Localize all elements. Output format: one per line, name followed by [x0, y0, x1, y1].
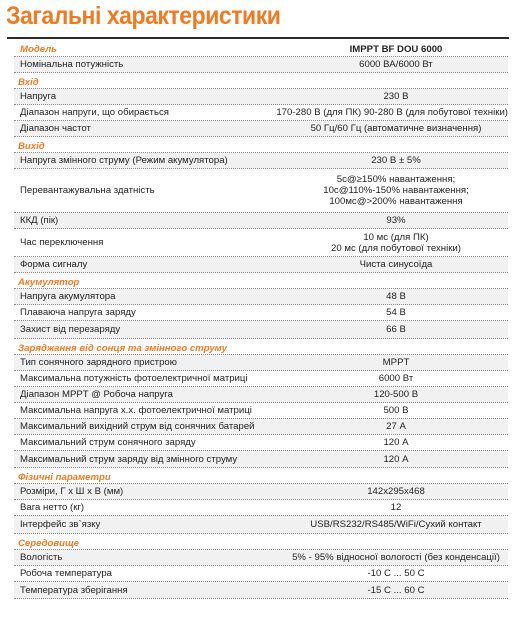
spec-label: Плаваюча напруга заряду — [20, 307, 136, 318]
model-row — [14, 42, 508, 57]
spec-value — [284, 215, 508, 226]
spec-label: Номінальна потужність — [20, 59, 124, 70]
spec-label: Вага нетто (кг) — [20, 502, 85, 513]
spec-label: Захист від перезаряду — [20, 324, 121, 335]
spec-value-line: 6000 Вт — [378, 373, 414, 384]
spec-value-line: -10 С ... 50 С — [367, 568, 425, 579]
spec-value — [284, 357, 508, 368]
spec-label: Напруга акумулятора — [20, 291, 116, 302]
spec-value-line: Чиста синусоїда — [359, 259, 433, 270]
section-environment: Середовище — [14, 534, 508, 550]
spec-row — [14, 550, 508, 566]
spec-value — [276, 107, 508, 118]
spec-label: Час переключення — [20, 237, 104, 248]
spec-row — [14, 213, 508, 229]
spec-label: Форма сигналу — [20, 259, 88, 270]
spec-value — [284, 568, 508, 579]
section-charging: Заряджання від сонця та змінного струму — [14, 339, 508, 355]
spec-label: Максимальний вихідний струм від сонячних батарей — [20, 421, 255, 432]
spec-row — [14, 121, 508, 137]
spec-row — [14, 566, 508, 582]
spec-label: Вологість — [20, 552, 63, 563]
spec-row — [14, 435, 508, 451]
spec-row — [14, 355, 508, 371]
section-battery: Акумулятор — [14, 273, 508, 289]
spec-value-line: -15 С ... 60 С — [367, 584, 425, 596]
spec-value — [284, 174, 508, 207]
spec-value-line: 20 мс (для побутової техніки) — [331, 242, 461, 254]
spec-value — [284, 552, 508, 563]
spec-value-line: 93% — [386, 215, 406, 226]
spec-value-line: 500 В — [383, 405, 409, 416]
title-divider — [7, 37, 509, 39]
spec-row — [14, 403, 508, 419]
spec-label: ККД (пік) — [20, 215, 59, 226]
spec-value-line: 10с@110%-150% навантаження; — [323, 185, 469, 196]
spec-row — [14, 387, 508, 403]
spec-value-line: 120 А — [383, 453, 409, 465]
spec-value — [284, 421, 508, 432]
spec-value — [284, 307, 508, 318]
spec-row — [14, 371, 508, 387]
spec-value — [284, 389, 508, 400]
model-value: IMPPT BF DOU 6000 — [349, 43, 443, 55]
spec-value-line: 120-500 В — [373, 389, 419, 400]
spec-value-line: 100мс@>200% навантаження — [329, 196, 463, 207]
spec-value — [284, 373, 508, 384]
spec-value — [284, 405, 508, 416]
section-output: Вихід — [14, 137, 508, 153]
spec-label: Напруга змінного струму (Режим акумулятора) — [20, 155, 228, 166]
spec-value-line: 50 Гц/60 Гц (автоматичне визначення) — [310, 123, 482, 134]
spec-value-line: 5% - 95% відносної вологості (без конденсації) — [292, 552, 500, 563]
section-physical: Фізичні параметри — [14, 468, 508, 484]
spec-value-line: 5с@≥150% навантаження; — [336, 174, 456, 185]
spec-label: Напруга — [20, 91, 57, 102]
spec-row — [14, 484, 508, 500]
spec-row — [14, 451, 508, 468]
spec-label: Максимальна потужність фотоелектричної матриці — [20, 373, 248, 384]
spec-value — [284, 454, 508, 465]
spec-value — [284, 155, 508, 166]
spec-value-line: 230 В — [383, 91, 409, 102]
spec-label: Максимальний струм сонячного заряду — [20, 437, 196, 448]
page-title: Загальні характеристики — [6, 2, 281, 30]
spec-row — [14, 169, 508, 213]
spec-value-line: 10 мс (для ПК) — [363, 231, 429, 243]
spec-value-line: 142x295x468 — [367, 486, 425, 497]
spec-value — [284, 519, 508, 530]
spec-row — [14, 229, 508, 257]
spec-value — [284, 585, 508, 596]
model-label: Модель — [20, 43, 57, 55]
spec-label: Максимальна напруга х.х. фотоелектричної матриці — [20, 405, 252, 416]
spec-value-line: MPPT — [382, 357, 410, 368]
spec-value — [284, 437, 508, 448]
spec-label: Розміри, Г х Ш х В (мм) — [20, 486, 124, 497]
spec-row — [14, 57, 508, 73]
spec-value — [284, 123, 508, 134]
spec-row — [14, 305, 508, 321]
spec-value — [284, 259, 508, 270]
spec-label: Діапазон MPPT @ Робоча напруга — [20, 389, 173, 400]
spec-value-line: USB/RS232/RS485/WiFi/Сухий контакт — [310, 519, 482, 530]
spec-label: Максимальний струм заряду від змінного струму — [20, 453, 238, 465]
spec-row — [14, 105, 508, 121]
spec-row — [14, 89, 508, 105]
spec-value-line: 27 А — [386, 421, 406, 432]
spec-table — [14, 42, 508, 599]
section-input: Вхід — [14, 73, 508, 89]
spec-value-line: 12 — [390, 502, 402, 513]
spec-label: Інтерфейс зв`язку — [20, 519, 101, 530]
spec-label: Температура зберігання — [20, 584, 128, 596]
spec-row — [14, 516, 508, 534]
spec-label: Діапазон частот — [20, 123, 91, 134]
spec-row — [14, 582, 508, 599]
spec-row — [14, 321, 508, 339]
spec-value — [284, 502, 508, 513]
spec-label: Робоча температура — [20, 568, 113, 579]
spec-row — [14, 257, 508, 273]
spec-value — [284, 91, 508, 102]
spec-value-line: 170-280 В (для ПК) 90-280 В (для побутової техніки) — [276, 107, 508, 118]
spec-row — [14, 153, 508, 169]
spec-value-line: 48 В — [386, 291, 406, 302]
spec-value — [284, 486, 508, 497]
spec-value-line: 6000 ВА/6000 Вт — [359, 59, 433, 70]
spec-value — [284, 324, 508, 335]
spec-row — [14, 419, 508, 435]
spec-value — [284, 291, 508, 302]
spec-value-line: 120 А — [383, 437, 409, 448]
spec-label: Діапазон напруги, що обирається — [20, 107, 169, 118]
spec-value-line: 66 В — [386, 324, 406, 335]
spec-label: Тип сонячного зарядного пристрою — [20, 357, 177, 368]
spec-value-line: 54 В — [386, 307, 406, 318]
spec-value-line: 230 В ± 5% — [371, 155, 421, 166]
spec-label: Перевантажувальна здатність — [20, 185, 155, 196]
spec-row — [14, 289, 508, 305]
spec-value — [284, 232, 508, 254]
spec-row — [14, 500, 508, 516]
spec-value — [284, 59, 508, 70]
